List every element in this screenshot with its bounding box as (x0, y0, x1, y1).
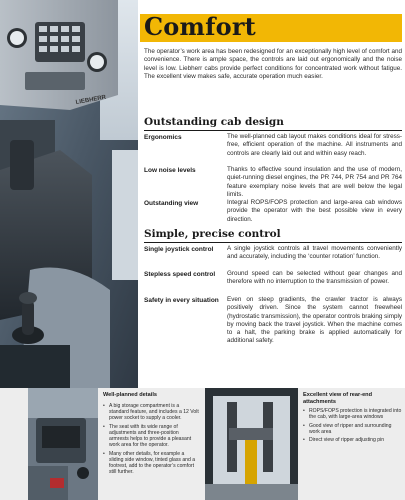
row-text-ergonomics: The well-planned cab layout makes conditions ideal for stress-free, efficient operation of the machine. All instruments and controls are clearly laid out and within easy reach. (227, 133, 402, 157)
bottom-left-bullets (103, 403, 199, 478)
cab-interior-photo (0, 0, 138, 388)
row-text-noise: Thanks to effective sound insulation and the use of modern, quiet-running diesel engines, the PR 744, PR 754 and PR 764 feature exemplary noise levels that are well below the legal limits. (227, 166, 402, 198)
list-item: • A big storage compartment is a standard feature, and includes a 12 Volt power socket to supply a cooler. (103, 403, 199, 422)
section-divider (144, 242, 402, 243)
content-column (140, 0, 402, 388)
list-item: • ROPS/FOPS protection is integrated into the cab, with large-area windows (303, 408, 403, 420)
row-text-speed: Ground speed can be selected without gear changes and therefore with no interruption to the transmission of power. (227, 270, 402, 286)
ripper-view-photo (205, 388, 298, 500)
row-label-ergonomics: Ergonomics (144, 134, 182, 141)
details-band (0, 388, 405, 500)
row-label-safety: Safety in every situation (144, 297, 219, 304)
bottom-left-heading: Well-planned details (103, 392, 157, 398)
row-text-view: Integral ROPS/FOPS protection and large-area cab windows provide the operator with the best possible view in every direction. (227, 199, 402, 223)
intro-paragraph: The operator’s work area has been redesigned for an exceptionally high level of comfort and convenience. There is ample space, the controls are laid out ergonomically and the noise level is low. Liebherr cabs provide perfect conditions for concentrated work without fatigue. The excellent view makes safe, accurate operation much easier. (144, 48, 402, 81)
page-title: Comfort (144, 12, 256, 41)
list-item: • The seat with its wide range of adjustments and three-position armrests helps to provide a pleasant work area for the operator. (103, 424, 199, 449)
list-item: • Good view of ripper and surrounding work area (303, 423, 403, 435)
cab-photo-brand-lettering: LIEBHERR (75, 94, 107, 106)
section-title-cab-design: Outstanding cab design (144, 116, 284, 128)
list-item: • Many other details, for example a sliding side window, tinted glass and a footrest, add to the operator’s comfort still further. (103, 451, 199, 476)
row-label-joystick: Single joystick control (144, 246, 214, 253)
bottom-right-heading: Excellent view of rear-end attachments (303, 392, 373, 405)
section-divider (144, 130, 402, 131)
section-title-control: Simple, precise control (144, 228, 281, 240)
row-label-view: Outstanding view (144, 200, 199, 207)
row-label-noise: Low noise levels (144, 167, 196, 174)
bottom-right-bullets (303, 408, 403, 446)
row-text-safety: Even on steep gradients, the crawler tractor is always positively driven. Since the system cannot freewheel (hydrostatic transmission), the operator controls braking simply by moving back the travel joystick. When the machine comes to a halt, the parking brake is applied automatically for additional safety. (227, 296, 402, 345)
list-item: • Direct view of ripper adjusting pin (303, 437, 403, 443)
row-label-speed: Stepless speed control (144, 271, 216, 278)
row-text-joystick: A single joystick controls all travel movements conveniently and accurately, including the ‘counter rotation’ function. (227, 245, 402, 261)
storage-compartment-photo (28, 388, 98, 500)
